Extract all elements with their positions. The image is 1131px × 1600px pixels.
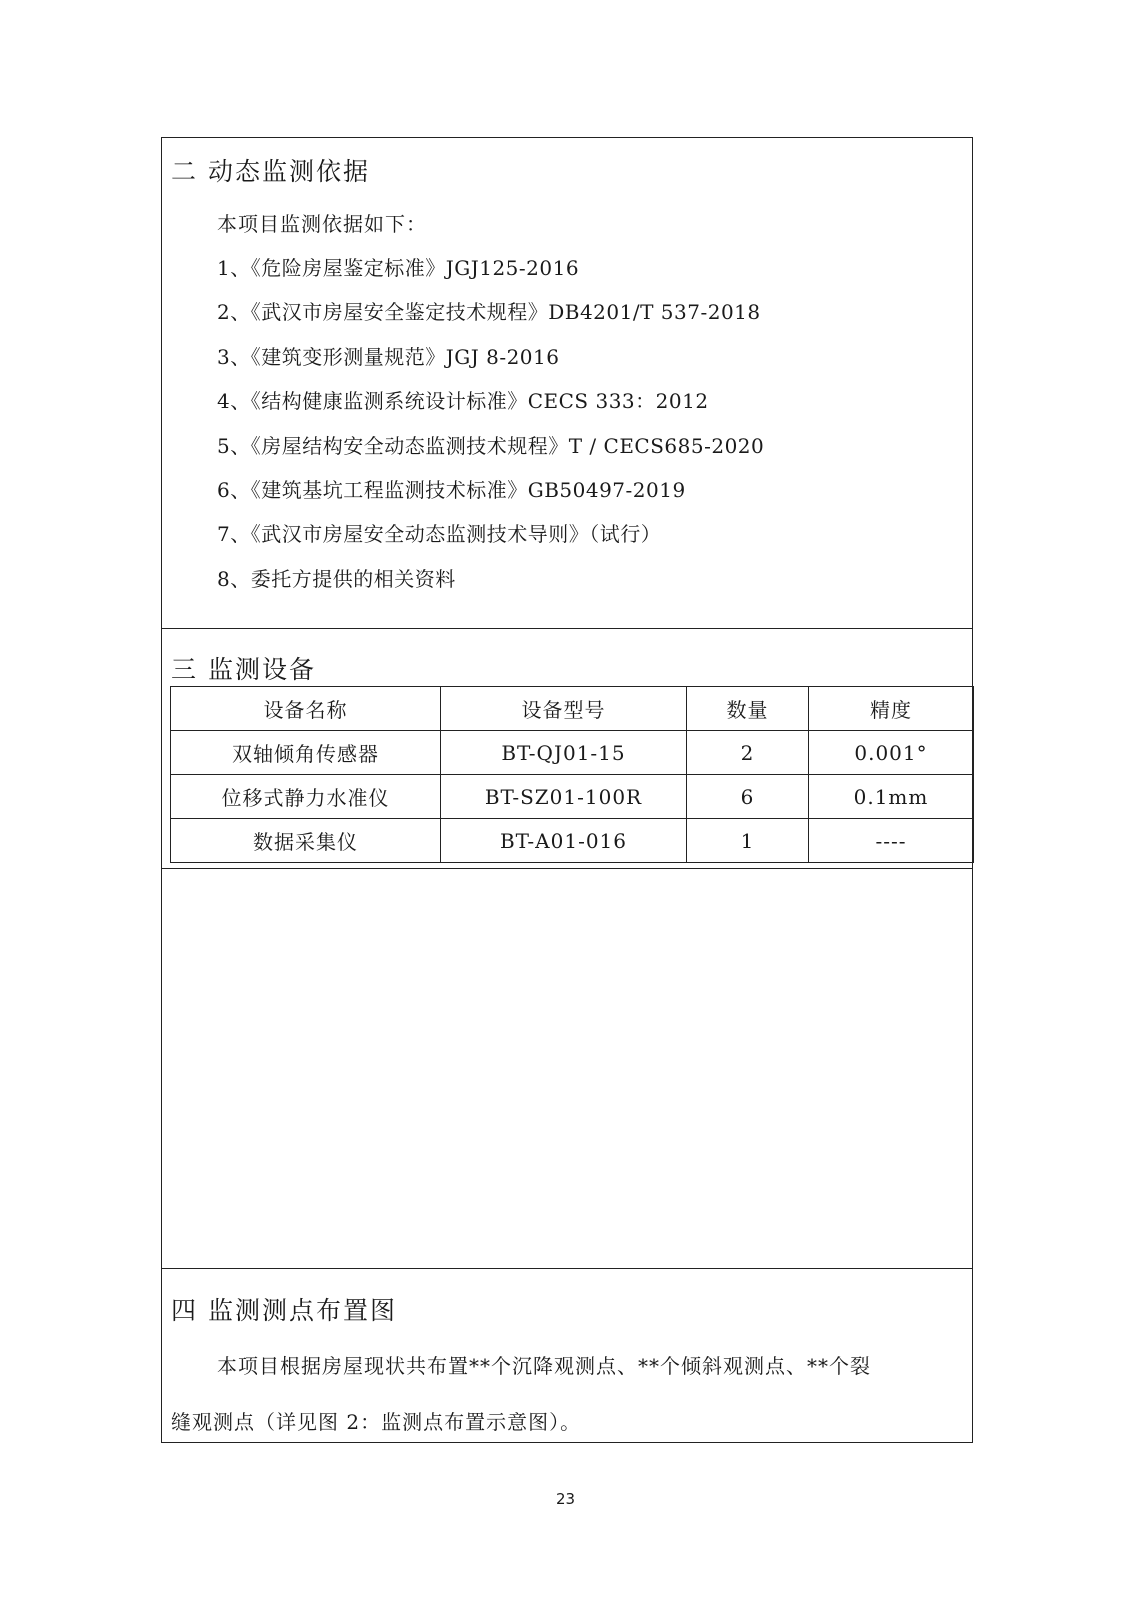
- equipment-table: [170, 686, 974, 863]
- section2-heading: 二 动态监测依据: [171, 157, 370, 186]
- section-divider: [161, 628, 973, 629]
- table-cell: 0.1mm: [809, 775, 974, 819]
- table-row: [171, 819, 974, 863]
- page-number: 23: [555, 1490, 576, 1508]
- table-cell: BT-QJ01-15: [441, 731, 687, 775]
- basis-item: 1、《危险房屋鉴定标准》JGJ125-2016: [217, 256, 580, 280]
- table-row: [171, 775, 974, 819]
- table-header-row: [171, 687, 974, 731]
- table-cell: 位移式静力水准仪: [171, 775, 441, 819]
- table-cell: 数据采集仪: [171, 819, 441, 863]
- header-cell: 数量: [687, 687, 809, 731]
- basis-item: 3、《建筑变形测量规范》JGJ 8-2016: [217, 345, 560, 369]
- section-divider: [161, 1268, 973, 1269]
- table-cell: BT-A01-016: [441, 819, 687, 863]
- table-cell: ----: [809, 819, 974, 863]
- basis-item: 8、委托方提供的相关资料: [217, 567, 456, 591]
- table-cell: 1: [687, 819, 809, 863]
- section4-paragraph-line2: 缝观测点（详见图 2：监测点布置示意图）。: [171, 1410, 582, 1434]
- basis-item: 7、《武汉市房屋安全动态监测技术导则》（试行）: [217, 522, 662, 546]
- header-cell: 精度: [809, 687, 974, 731]
- section2-intro: 本项目监测依据如下：: [217, 212, 427, 236]
- table-cell: 双轴倾角传感器: [171, 731, 441, 775]
- basis-item: 6、《建筑基坑工程监测技术标准》GB50497-2019: [217, 478, 686, 502]
- table-cell: BT-SZ01-100R: [441, 775, 687, 819]
- basis-item: 2、《武汉市房屋安全鉴定技术规程》DB4201/T 537-2018: [217, 300, 761, 324]
- section4-paragraph-line1: 本项目根据房屋现状共布置**个沉降观测点、**个倾斜观测点、**个裂: [217, 1354, 871, 1378]
- basis-item: 5、《房屋结构安全动态监测技术规程》T / CECS685-2020: [217, 434, 765, 458]
- section4-heading: 四 监测测点布置图: [171, 1296, 397, 1325]
- section3-heading: 三 监测设备: [171, 655, 316, 684]
- section-divider: [161, 868, 973, 869]
- header-cell: 设备型号: [441, 687, 687, 731]
- table-cell: 0.001°: [809, 731, 974, 775]
- header-cell: 设备名称: [171, 687, 441, 731]
- table-cell: 6: [687, 775, 809, 819]
- table-cell: 2: [687, 731, 809, 775]
- basis-item: 4、《结构健康监测系统设计标准》CECS 333：2012: [217, 389, 709, 413]
- table-row: [171, 731, 974, 775]
